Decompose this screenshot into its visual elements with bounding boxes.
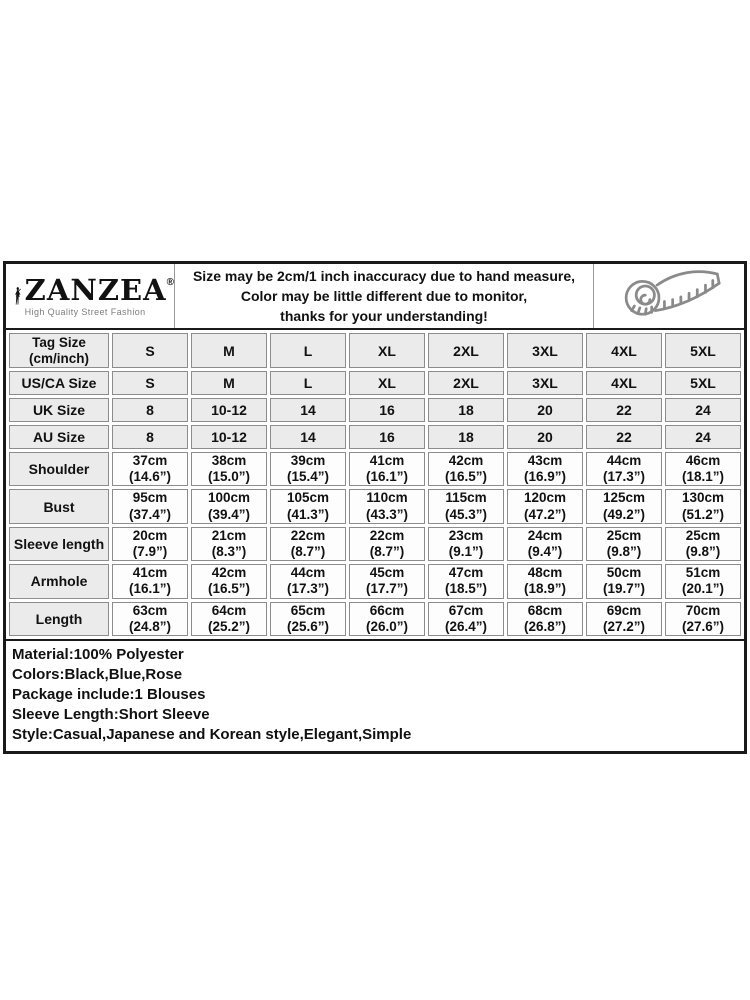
- brand-logo: [6, 264, 174, 328]
- header-band: [6, 264, 744, 330]
- cell: 50cm (19.7”): [586, 564, 662, 598]
- product-info: [6, 639, 744, 751]
- cell: 3XL: [507, 371, 583, 395]
- cell: 18: [428, 425, 504, 449]
- tape-illustration: [594, 264, 744, 328]
- row-label-shoulder: Shoulder: [9, 452, 109, 486]
- info-line-package: Package include:1 Blouses: [12, 685, 206, 703]
- info-line-style: Style:Casual,Japanese and Korean style,Elegant,Simple: [12, 725, 412, 743]
- brand-name: ZANZEA: [24, 272, 167, 307]
- row-tag-size: [9, 333, 741, 368]
- registered-mark: ®: [166, 276, 174, 288]
- cell: 47cm (18.5”): [428, 564, 504, 598]
- cell: 25cm (9.8”): [665, 527, 741, 561]
- cell: L: [270, 333, 346, 368]
- cell: 45cm (17.7”): [349, 564, 425, 598]
- cell: 95cm (37.4”): [112, 489, 188, 523]
- row-label-sleeve-length: Sleeve length: [9, 527, 109, 561]
- cell: 4XL: [586, 333, 662, 368]
- cell: S: [112, 333, 188, 368]
- cell: 51cm (20.1”): [665, 564, 741, 598]
- info-line-material: Material:100% Polyester: [12, 645, 184, 663]
- cell: 66cm (26.0”): [349, 602, 425, 636]
- cell: 22cm (8.7”): [270, 527, 346, 561]
- cell: 64cm (25.2”): [191, 602, 267, 636]
- row-bust: [9, 489, 741, 523]
- cell: 14: [270, 425, 346, 449]
- cell: M: [191, 371, 267, 395]
- row-shoulder: [9, 452, 741, 486]
- row-length: [9, 602, 741, 636]
- cell: 125cm (49.2”): [586, 489, 662, 523]
- cell: 67cm (26.4”): [428, 602, 504, 636]
- cell: 22cm (8.7”): [349, 527, 425, 561]
- row-label-uk-size: UK Size: [9, 398, 109, 422]
- cell: 20: [507, 425, 583, 449]
- disclaimer-line: Color may be little different due to monitor,: [240, 287, 528, 304]
- cell: 8: [112, 398, 188, 422]
- cell: 48cm (18.9”): [507, 564, 583, 598]
- row-uk-size: [9, 398, 741, 422]
- woman-silhouette-icon: [14, 267, 23, 325]
- cell: 44cm (17.3”): [270, 564, 346, 598]
- cell: 18: [428, 398, 504, 422]
- cell: 20: [507, 398, 583, 422]
- row-label-length: Length: [9, 602, 109, 636]
- cell: 43cm (16.9”): [507, 452, 583, 486]
- cell: 16: [349, 425, 425, 449]
- cell: 110cm (43.3”): [349, 489, 425, 523]
- cell: 115cm (45.3”): [428, 489, 504, 523]
- cell: 68cm (26.8”): [507, 602, 583, 636]
- cell: M: [191, 333, 267, 368]
- cell: 21cm (8.3”): [191, 527, 267, 561]
- cell: 46cm (18.1”): [665, 452, 741, 486]
- row-usca-size: [9, 371, 741, 395]
- disclaimer-line: Size may be 2cm/1 inch inaccuracy due to hand measure,: [192, 267, 576, 284]
- row-label-tag-size: Tag Size (cm/inch): [9, 333, 109, 368]
- cell: 5XL: [665, 371, 741, 395]
- cell: 69cm (27.2”): [586, 602, 662, 636]
- cell: 63cm (24.8”): [112, 602, 188, 636]
- cell: 42cm (16.5”): [191, 564, 267, 598]
- row-label-bust: Bust: [9, 489, 109, 523]
- disclaimer-line: thanks for your understanding!: [280, 308, 488, 325]
- cell: 44cm (17.3”): [586, 452, 662, 486]
- row-label-usca-size: US/CA Size: [9, 371, 109, 395]
- cell: 4XL: [586, 371, 662, 395]
- cell: 41cm (16.1”): [349, 452, 425, 486]
- cell: 2XL: [428, 333, 504, 368]
- size-chart-table: [6, 330, 744, 639]
- row-label-au-size: AU Size: [9, 425, 109, 449]
- size-disclaimer: [174, 264, 594, 328]
- cell: 100cm (39.4”): [191, 489, 267, 523]
- cell: 10-12: [191, 398, 267, 422]
- cell: 23cm (9.1”): [428, 527, 504, 561]
- info-line-colors: Colors:Black,Blue,Rose: [12, 665, 183, 683]
- cell: 38cm (15.0”): [191, 452, 267, 486]
- cell: 22: [586, 398, 662, 422]
- cell: 42cm (16.5”): [428, 452, 504, 486]
- brand-tagline: High Quality Street Fashion: [24, 306, 146, 317]
- cell: 3XL: [507, 333, 583, 368]
- cell: 65cm (25.6”): [270, 602, 346, 636]
- measuring-tape-icon: [610, 265, 728, 327]
- cell: XL: [349, 371, 425, 395]
- cell: 5XL: [665, 333, 741, 368]
- cell: 41cm (16.1”): [112, 564, 188, 598]
- cell: 22: [586, 425, 662, 449]
- cell: 20cm (7.9”): [112, 527, 188, 561]
- cell: 120cm (47.2”): [507, 489, 583, 523]
- brand-text-block: [24, 272, 174, 317]
- cell: 105cm (41.3”): [270, 489, 346, 523]
- cell: 2XL: [428, 371, 504, 395]
- cell: L: [270, 371, 346, 395]
- cell: XL: [349, 333, 425, 368]
- cell: 10-12: [191, 425, 267, 449]
- cell: 14: [270, 398, 346, 422]
- info-line-sleeve-length: Sleeve Length:Short Sleeve: [12, 705, 210, 723]
- cell: 39cm (15.4”): [270, 452, 346, 486]
- row-au-size: [9, 425, 741, 449]
- cell: 24: [665, 425, 741, 449]
- cell: 25cm (9.8”): [586, 527, 662, 561]
- row-sleeve-length: [9, 527, 741, 561]
- cell: 37cm (14.6”): [112, 452, 188, 486]
- cell: 70cm (27.6”): [665, 602, 741, 636]
- cell: 8: [112, 425, 188, 449]
- cell: 24cm (9.4”): [507, 527, 583, 561]
- cell: 16: [349, 398, 425, 422]
- cell: S: [112, 371, 188, 395]
- cell: 130cm (51.2”): [665, 489, 741, 523]
- size-chart-sheet: [3, 261, 747, 754]
- cell: 24: [665, 398, 741, 422]
- row-label-armhole: Armhole: [9, 564, 109, 598]
- row-armhole: [9, 564, 741, 598]
